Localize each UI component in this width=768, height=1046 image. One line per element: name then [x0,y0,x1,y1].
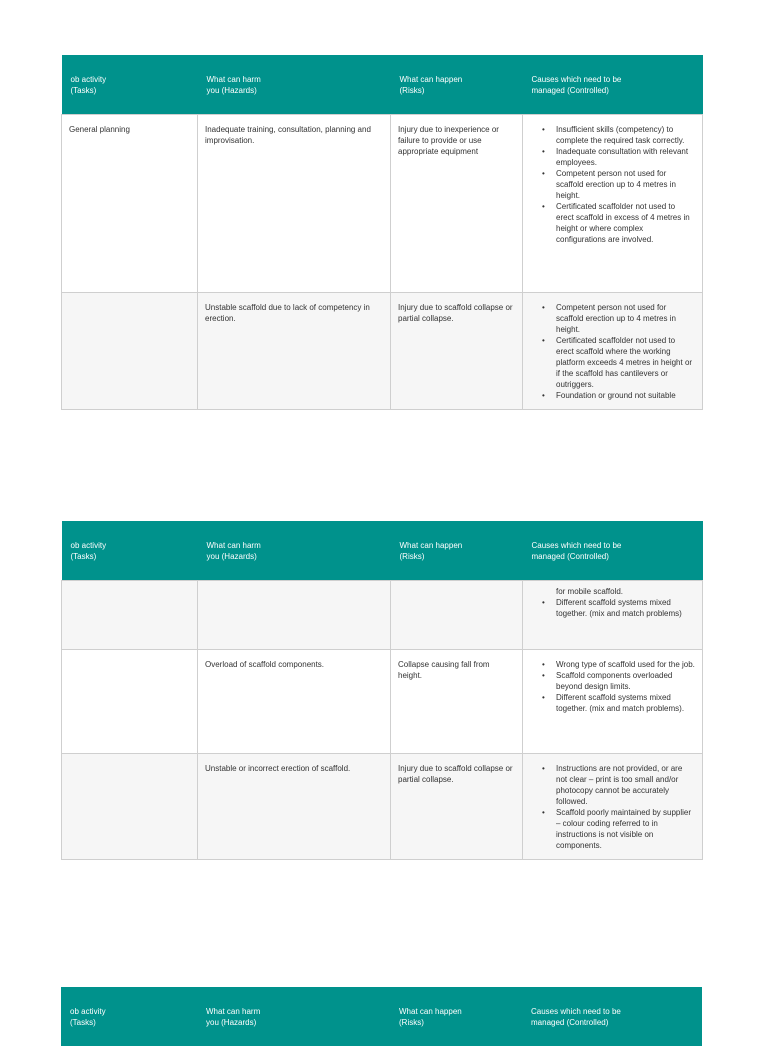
header-job-activity: ob activity (Tasks) [61,987,197,1046]
header-risks: What can happen (Risks) [391,55,523,115]
table-header-row [62,55,703,115]
cell-activity: General planning [62,115,198,293]
table-row [62,581,703,650]
list-item: • Inadequate consultation with relevant employees. [556,146,695,168]
list-item: • Certificated scaffolder not used to erect scaffold where the working platform exceeds 4 metres in height or if the scaffold has cantilevers or outriggers. [556,335,695,390]
list-item: • Different scaffold systems mixed together. (mix and match problems). [556,692,695,714]
risk-table-2 [61,521,703,860]
header-hazards: What can harm you (Hazards) [198,55,391,115]
list-item: • Wrong type of scaffold used for the job. [556,659,695,670]
list-item-continuation: for mobile scaffold. [556,587,623,596]
risk-table-3 [61,987,702,1046]
causes-list [530,763,695,851]
header-hazards: What can harm you (Hazards) [198,521,391,581]
table-row [62,293,703,410]
risk-table-1 [61,55,703,410]
causes-list [530,659,695,714]
cell-activity [62,581,198,650]
header-causes: Causes which need to be managed (Controlled) [523,55,703,115]
cell-causes [523,754,703,860]
cell-risk: Injury due to scaffold collapse or partial collapse. [391,754,523,860]
list-item: • Competent person not used for scaffold erection up to 4 metres in height. [556,302,695,335]
cell-causes [523,293,703,410]
causes-list [530,124,695,245]
cell-risk: Injury due to scaffold collapse or partial collapse. [391,293,523,410]
causes-list [530,586,695,619]
cell-activity [62,754,198,860]
header-risks: What can happen (Risks) [391,521,523,581]
list-item: • Different scaffold systems mixed together. (mix and match problems) [556,597,695,619]
list-item: • Competent person not used for scaffold erection up to 4 metres in height. [556,168,695,201]
cell-causes [523,581,703,650]
table-header-row [61,987,702,1046]
header-risks: What can happen (Risks) [390,987,522,1046]
causes-list [530,302,695,401]
list-item: • Scaffold components overloaded beyond design limits. [556,670,695,692]
cell-hazard: Unstable or incorrect erection of scaffold. [198,754,391,860]
list-item: • Scaffold poorly maintained by supplier – colour coding referred to in instructions is not visible on components. [556,807,695,851]
cell-hazard: Unstable scaffold due to lack of competency in erection. [198,293,391,410]
cell-hazard [198,581,391,650]
cell-causes [523,115,703,293]
table-header-row [62,521,703,581]
cell-activity [62,650,198,754]
header-hazards: What can harm you (Hazards) [197,987,390,1046]
header-job-activity: ob activity (Tasks) [62,55,198,115]
cell-hazard: Inadequate training, consultation, planning and improvisation. [198,115,391,293]
cell-causes [523,650,703,754]
cell-hazard: Overload of scaffold components. [198,650,391,754]
list-item: • Foundation or ground not suitable [556,390,695,401]
cell-activity [62,293,198,410]
table-row [62,115,703,293]
list-item: • Instructions are not provided, or are not clear – print is too small and/or photocopy cannot be accurately followed. [556,763,695,807]
header-job-activity: ob activity (Tasks) [62,521,198,581]
table-row [62,754,703,860]
header-causes: Causes which need to be managed (Controlled) [522,987,702,1046]
table-row [62,650,703,754]
cell-risk [391,581,523,650]
cell-risk: Collapse causing fall from height. [391,650,523,754]
cell-risk: Injury due to inexperience or failure to provide or use appropriate equipment [391,115,523,293]
header-causes: Causes which need to be managed (Controlled) [523,521,703,581]
list-item: • Certificated scaffolder not used to erect scaffold in excess of 4 metres in height or where complex configurations are involved. [556,201,695,245]
list-item: • Insufficient skills (competency) to complete the required task correctly. [556,124,695,146]
